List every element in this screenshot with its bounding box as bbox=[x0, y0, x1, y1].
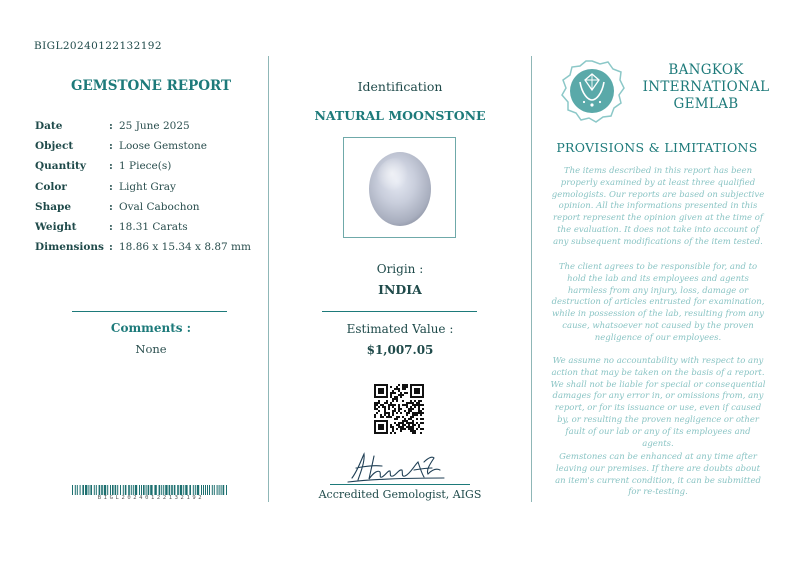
lab-name-line-3: GEMLAB bbox=[673, 96, 739, 112]
signature bbox=[344, 448, 456, 486]
qr-code[interactable] bbox=[374, 384, 424, 434]
detail-value: 25 June 2025 bbox=[119, 120, 190, 132]
detail-label: Date bbox=[35, 120, 63, 132]
detail-label: Dimensions bbox=[35, 241, 104, 254]
moonstone-image bbox=[344, 138, 457, 239]
provisions-paragraph-4: Gemstones can be enhanced at any time after leaving our premises. If there are doubts about an item's current condition, it can be submitted for re-testing. bbox=[555, 452, 761, 498]
detail-value: Light Gray bbox=[119, 180, 176, 193]
lab-name-line-1: BANGKOK bbox=[668, 62, 744, 78]
detail-label: Weight bbox=[35, 220, 77, 233]
detail-value: 18.31 Carats bbox=[119, 220, 188, 233]
origin-label: Origin : bbox=[376, 262, 424, 276]
detail-value: 18.86 x 15.34 x 8.87 mm bbox=[119, 241, 251, 254]
stone-name: NATURAL MOONSTONE bbox=[314, 108, 486, 123]
signature-line bbox=[330, 484, 470, 485]
value-divider bbox=[322, 311, 477, 312]
detail-colon: : bbox=[109, 140, 113, 153]
estimated-value-amount: $1,007.05 bbox=[366, 343, 434, 357]
detail-colon: : bbox=[109, 160, 113, 173]
detail-label: Color bbox=[35, 180, 67, 193]
provisions-paragraph-3: We assume no accountability with respect to any action that may be taken on the basis of a report. We shall not be liable for special or consequential damages for any error in, or omissions from, any report, or for its issuance or use, even if caused by, or resulting the proven negligence or other fault of our lab or any of its employees and agents. bbox=[550, 356, 766, 449]
provisions-title: PROVISIONS & LIMITATIONS bbox=[556, 140, 758, 155]
column-divider-left bbox=[268, 56, 269, 502]
detail-colon: : bbox=[109, 200, 113, 213]
detail-colon: : bbox=[109, 241, 113, 254]
detail-colon: : bbox=[109, 220, 113, 233]
report-number: BIGL20240122132192 bbox=[34, 40, 162, 52]
gemologist-title: Accredited Gemologist, AIGS bbox=[318, 488, 482, 501]
provisions-paragraph-1: The items described in this report has been properly examined by at least three qualified gemologists. Our reports are based on subjective opinion. All the informations presented in this report represent the opinion given at the time of the evaluation. It does not take into account of any subsequent modifications of the item tested. bbox=[551, 166, 765, 247]
detail-value: Loose Gemstone bbox=[119, 140, 208, 153]
lab-name bbox=[636, 62, 776, 113]
column-divider-right bbox=[531, 56, 532, 502]
comments-divider bbox=[72, 311, 227, 312]
stone-photo-frame bbox=[343, 137, 456, 238]
barcode bbox=[72, 485, 230, 495]
comments-label: Comments : bbox=[110, 321, 192, 335]
lab-name-line-2: INTERNATIONAL bbox=[642, 79, 770, 95]
provisions-paragraph-2: The client agrees to be responsible for, and to hold the lab and its employees and agents harmless from any injury, loss, damage or destruction of articles entrusted for examination, while in possession of the lab, resulting from any cause, whatsoever not caused by the proven negligence of our employees. bbox=[551, 262, 765, 343]
detail-colon: : bbox=[109, 180, 113, 193]
detail-label: Quantity bbox=[35, 160, 87, 173]
detail-label: Object bbox=[35, 140, 74, 153]
detail-colon: : bbox=[109, 120, 113, 132]
detail-label: Shape bbox=[35, 200, 72, 213]
comments-value: None bbox=[135, 342, 167, 356]
barcode-text: BIGL20240122132192 bbox=[97, 495, 205, 501]
estimated-value-label: Estimated Value : bbox=[346, 322, 454, 336]
detail-value: 1 Piece(s) bbox=[119, 160, 172, 173]
identification-heading: Identification bbox=[357, 79, 443, 94]
lab-logo-icon bbox=[558, 58, 626, 124]
detail-value: Oval Cabochon bbox=[119, 200, 200, 213]
origin-value: INDIA bbox=[378, 282, 422, 297]
report-title: GEMSTONE REPORT bbox=[70, 78, 232, 94]
